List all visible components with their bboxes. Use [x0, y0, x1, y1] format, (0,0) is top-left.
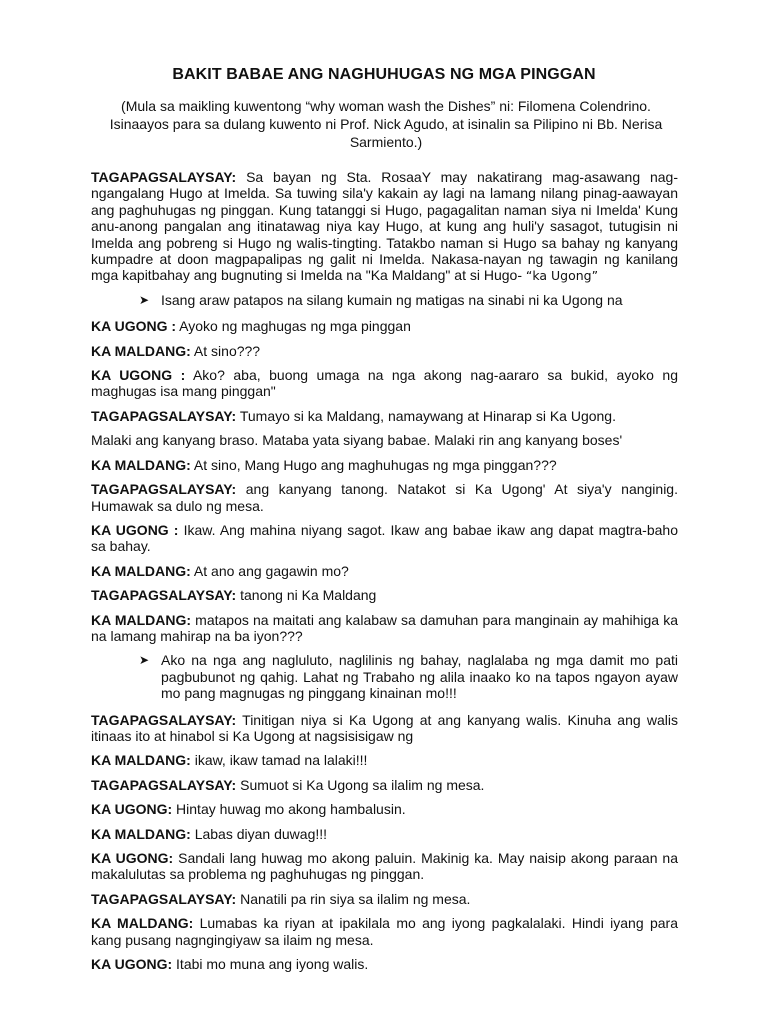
dialogue-line — [91, 915, 678, 948]
dialogue-line — [91, 850, 678, 883]
dialogue-line — [91, 318, 678, 334]
speaker-label: KA MALDANG: — [91, 456, 191, 473]
dialogue-text: At sino, Mang Hugo ang maghuhugas ng mga pinggan??? — [190, 456, 557, 473]
speaker-label: KA MALDANG: — [91, 752, 191, 769]
document-title: BAKIT BABAE ANG NAGHUHUGAS NG MGA PINGGAN — [172, 66, 596, 83]
speaker-label: TAGAPAGSALAYSAY: — [91, 776, 237, 793]
arrow-bullet-icon: ➤ — [139, 653, 150, 668]
dialogue-text: ikaw, ikaw tamad na lalaki!!! — [190, 752, 368, 769]
dialogue-line — [91, 343, 678, 359]
dialogue-line — [91, 801, 678, 817]
speaker-label: TAGAPAGSALAYSAY: — [91, 169, 237, 185]
dialogue-text: At sino??? — [190, 342, 261, 359]
speaker-label: TAGAPAGSALAYSAY: — [91, 407, 237, 424]
dialogue-line — [91, 891, 678, 907]
dialogue-text: Sandali lang huwag mo akong paluin. Makinig ka. May naisip akong paraan na makalulutas sa problema ng paghuhugas ng pinggan. — [91, 850, 678, 883]
arrow-bullet-icon: ➤ — [139, 292, 150, 307]
alias-text: “ka Ugong” — [525, 268, 599, 284]
speaker-label: KA UGONG: — [91, 956, 173, 973]
dialogue-line — [91, 522, 678, 555]
dialogue-text: Lumabas ka riyan at ipakilala mo ang iyong pagkalalaki. Hindi iyang para kang pusang nagngingiyaw sa ilaim ng mesa. — [91, 915, 678, 948]
speaker-label: KA UGONG: — [91, 801, 173, 818]
document-subtitle: (Mula sa maikling kuwentong “why woman wash the Dishes” ni: Filomena Colendrino. Isinaayos para sa dulang kuwento ni Prof. Nick Agudo, at isinalin sa Pilipino ni Bb. Nerisa Sarmiento.) — [109, 98, 663, 150]
speaker-label: KA MALDANG: — [91, 562, 191, 579]
dialogue-text: Labas diyan duwag!!! — [190, 825, 328, 842]
dialogue-line — [91, 752, 678, 768]
dialogue-line — [91, 457, 678, 473]
dialogue-text: Itabi mo muna ang iyong walis. — [172, 956, 369, 973]
dialogue-list — [91, 318, 678, 644]
dialogue-text: Sa bayan ng Sta. RosaaY may nakatirang mag-asawang nag-ngangalang Hugo at Imelda. Sa tuwing sila'y kakain ay lagi na lamang nilang pinag-aawayan ang paghuhugas ng pinggan. Kung tatanggi si Hugo, pagagalitan naman siya ni Imelda' Kung anu-anong pangalan ang itinatawag niya kay Hugo, at kung ang huli'y sasagot, tutugisin ni Imelda ang pobreng si Hugo ng walis-tingting. Tatakbo naman si Hugo sa bahay ng kanyang kumpadre at doon magpapalipas ng galit ni Imelda. Nakasa-nayan ng tawagin ng kanilang mga kapitbahay ang bugnuting si Imelda na "Ka Maldang" at si Hugo- — [91, 169, 678, 284]
dialogue-text: Malaki ang kanyang braso. Mataba yata siyang babae. Malaki rin ang kanyang boses' — [91, 432, 623, 449]
dialogue-text: Tinitigan niya si Ka Ugong at ang kanyang walis. Kinuha ang walis itinaas ito at hinabol si Ka Ugong at nagsisisigaw ng — [91, 711, 678, 744]
speaker-label: KA MALDANG: — [91, 342, 191, 359]
speaker-label: TAGAPAGSALAYSAY: — [91, 711, 237, 728]
script-body — [91, 169, 678, 980]
dialogue-line — [91, 563, 678, 579]
dialogue-line — [91, 408, 678, 424]
dialogue-list — [91, 712, 678, 973]
bullet-text: Ako na nga ang nagluluto, naglilinis ng bahay, naglalaba ng mga damit mo pati pagbubunot ng qahig. Lahat ng Trabaho ng alila inaako ko na tapos ngayon ayaw mo pang magnugas ng pinggang kinainan mo!!! — [161, 652, 678, 702]
bullet-item — [91, 652, 678, 701]
bullet-item — [91, 292, 678, 308]
dialogue-line — [91, 777, 678, 793]
speaker-label: KA UGONG : — [91, 318, 177, 335]
dialogue-text: tanong ni Ka Maldang — [236, 587, 377, 604]
dialogue-text: Sumuot si Ka Ugong sa ilalim ng mesa. — [236, 776, 485, 793]
dialogue-line — [91, 481, 678, 514]
dialogue-text: At ano ang gagawin mo? — [190, 562, 349, 579]
speaker-label: KA MALDANG: — [91, 915, 194, 932]
speaker-label: KA MALDANG: — [91, 611, 192, 628]
dialogue-line — [91, 367, 678, 400]
dialogue-text: Tumayo si ka Maldang, namaywang at Hinarap si Ka Ugong. — [236, 407, 616, 424]
intro-paragraph — [91, 169, 678, 285]
bullet-text: Isang araw patapos na silang kumain ng matigas na sinabi ni ka Ugong na — [161, 291, 623, 308]
dialogue-text: Hintay huwag mo akong hambalusin. — [172, 801, 406, 818]
dialogue-line — [91, 432, 678, 448]
dialogue-text: ang kanyang tanong. Natakot si Ka Ugong' At siya'y nanginig. Humawak sa dulo ng mesa. — [91, 481, 678, 514]
dialogue-text: Ayoko ng maghugas ng mga pinggan — [176, 318, 411, 335]
speaker-label: KA UGONG : — [91, 521, 179, 538]
speaker-label: KA UGONG : — [91, 367, 186, 384]
dialogue-line — [91, 826, 678, 842]
dialogue-text: matapos na maitati ang kalabaw sa damuhan para manginain ay mahihiga ka na lamang mahirap na ba iyon??? — [91, 611, 678, 644]
dialogue-line — [91, 587, 678, 603]
dialogue-text: Ako? aba, buong umaga na nga akong nag-aararo sa bukid, ayoko ng maghugas isa mang pinggan" — [91, 367, 678, 400]
dialogue-line — [91, 612, 678, 645]
speaker-label: TAGAPAGSALAYSAY: — [91, 587, 237, 604]
speaker-label: TAGAPAGSALAYSAY: — [91, 481, 237, 498]
speaker-label: KA MALDANG: — [91, 825, 191, 842]
speaker-label: KA UGONG: — [91, 850, 174, 866]
dialogue-text: Nanatili pa rin siya sa ilalim ng mesa. — [236, 890, 471, 907]
speaker-label: TAGAPAGSALAYSAY: — [91, 890, 237, 907]
dialogue-line — [91, 712, 678, 745]
dialogue-text: Ikaw. Ang mahina niyang sagot. Ikaw ang babae ikaw ang dapat magtra-baho sa bahay. — [91, 521, 678, 555]
dialogue-line — [91, 956, 678, 972]
